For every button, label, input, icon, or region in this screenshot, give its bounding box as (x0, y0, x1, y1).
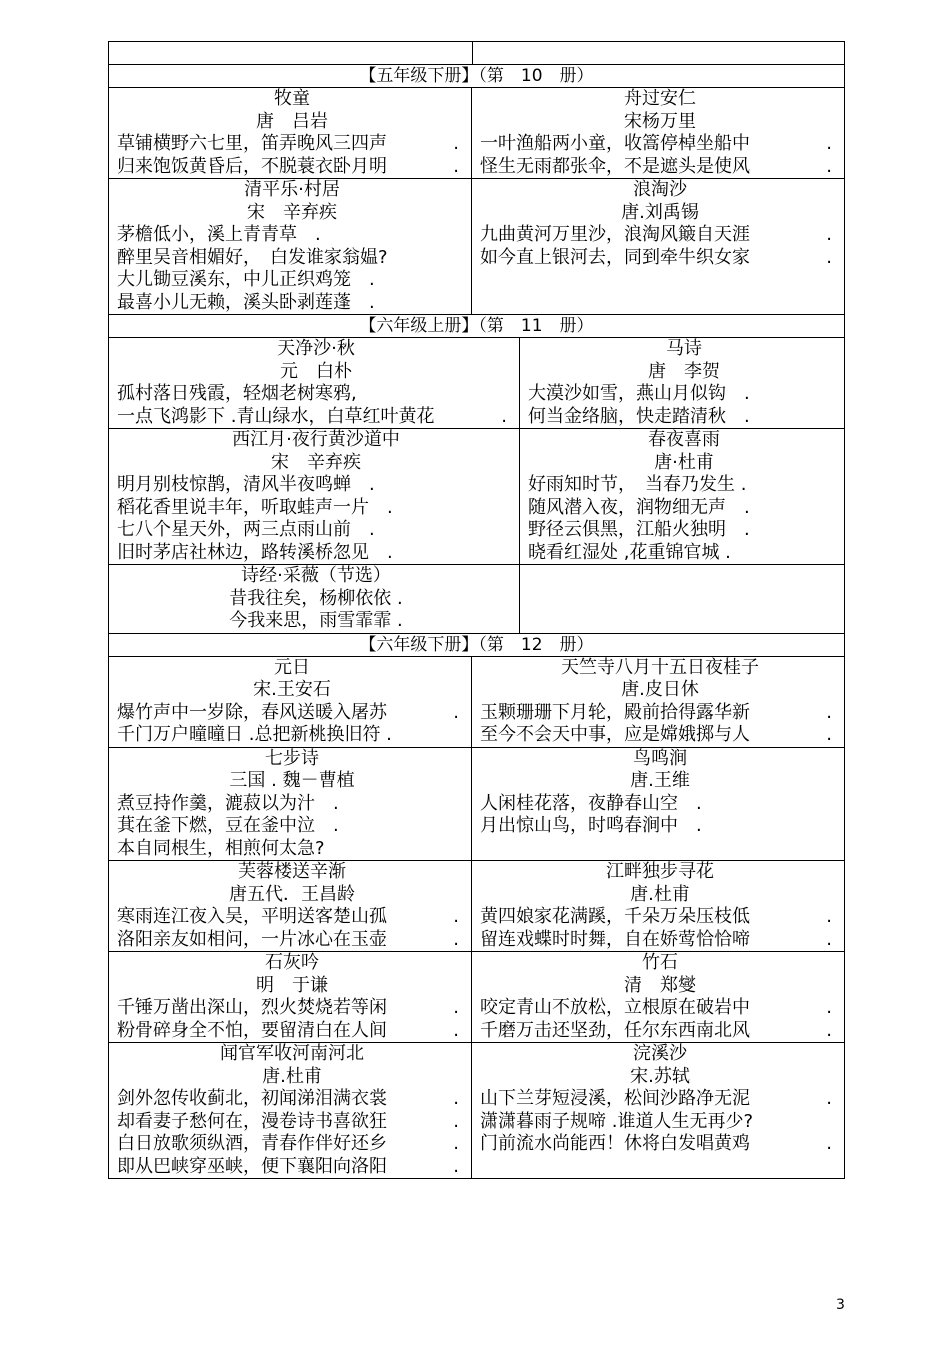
poem-line-text: 即从巴峡穿巫峡，便下襄阳向洛阳 (117, 1155, 387, 1177)
grade-section-header: 【六年级下册】（第 12 册） (109, 634, 844, 657)
poem-line (117, 588, 515, 611)
poem-line-text: 粉骨碎身全不怕，要留清白在人间 (117, 1019, 387, 1041)
poem-row (109, 1043, 844, 1178)
poem-author: 宋.苏轼 (630, 1065, 690, 1087)
poem-line-text: 山下兰芽短浸溪，松间沙路净无泥 (480, 1088, 750, 1109)
poem-line (480, 133, 840, 156)
poem-line (117, 497, 515, 520)
poem-line (528, 519, 840, 542)
poem-cell (520, 338, 844, 428)
poem-title: 马诗 (666, 338, 702, 359)
poem-title: 西江月·夜行黄沙道中 (232, 429, 400, 450)
poem-title: 天净沙·秋 (277, 338, 355, 359)
poem-line-period: . (826, 906, 832, 927)
poem-title: 石灰吟 (265, 952, 319, 973)
poem-line-text: 千门万户曈曈日 .总把新桃换旧符 . (117, 724, 392, 745)
poem-row (109, 179, 844, 315)
poem-line-period: . (453, 133, 459, 154)
poem-line-text: 如今直上银河去，同到牵牛织女家 (480, 246, 750, 268)
poem-line-period: . (826, 724, 832, 745)
poem-line-text: 野径云俱黑，江船火独明 . (528, 519, 750, 540)
poem-author: 宋杨万里 (624, 110, 696, 132)
page-number: 3 (836, 1297, 845, 1313)
poem-line-text: 好雨知时节， 当春乃发生 . (528, 474, 747, 495)
poem-title: 诗经·采薇（节选） (241, 565, 391, 586)
poem-author: 唐·杜甫 (654, 451, 714, 473)
poem-line-text: 九曲黄河万里沙，浪淘风簸自天涯 (480, 224, 750, 245)
poem-line (117, 610, 515, 633)
poem-line-text: 大儿锄豆溪东，中儿正织鸡笼 . (117, 269, 375, 290)
poem-row (109, 88, 844, 179)
poem-row (109, 748, 844, 862)
poem-line (528, 542, 840, 565)
poem-line (117, 224, 467, 247)
poem-row (109, 657, 844, 748)
poem-title: 清平乐·村居 (244, 179, 340, 200)
poem-line (480, 815, 840, 838)
poem-line-text: 剑外忽传收蓟北，初闻涕泪满衣裳 (117, 1088, 387, 1109)
poem-line (117, 793, 467, 816)
grade-section-header: 【六年级上册】（第 11 册） (109, 315, 844, 338)
poem-cell (520, 565, 844, 633)
poem-row (109, 861, 844, 952)
poem-line-text: 草铺横野六七里，笛弄晚风三四声 (117, 133, 387, 154)
poem-title: 舟过安仁 (624, 88, 696, 109)
poem-author: 唐.王维 (630, 770, 690, 791)
poem-line-text: 最喜小儿无赖，溪头卧剥莲蓬 . (117, 291, 375, 313)
poem-line (480, 156, 840, 179)
poem-line (480, 1020, 840, 1043)
poem-line-period: . (453, 155, 459, 177)
poem-line-text: 寒雨连江夜入吴，平明送客楚山孤 (117, 906, 387, 927)
poem-line-period: . (453, 1133, 459, 1154)
poem-author: 清 郑燮 (624, 974, 696, 996)
poem-line-period: . (501, 405, 507, 427)
poem-line-text: 本自同根生，相煎何太急? (117, 837, 325, 859)
poem-line-period: . (453, 701, 459, 723)
poem-author: 唐.杜甫 (262, 1065, 322, 1087)
poem-author: 三国 . 魏－曹植 (229, 770, 355, 791)
poem-line-text: 黄四娘家花满蹊，千朵万朵压枝低 (480, 906, 750, 927)
poem-line (117, 702, 467, 725)
poem-cell (109, 748, 472, 861)
poem-line (480, 1133, 840, 1156)
poem-line (480, 997, 840, 1020)
poem-line-period: . (453, 1110, 459, 1132)
poem-cell (472, 88, 844, 178)
poem-line-text: 玉颗珊珊下月轮，殿前拾得露华新 (480, 701, 750, 723)
poem-line-period: . (453, 1019, 459, 1041)
poem-line (117, 156, 467, 179)
poem-author: 唐 吕岩 (256, 110, 328, 132)
poem-title: 牧童 (274, 88, 310, 109)
poem-line (117, 724, 467, 747)
poem-line (117, 1020, 467, 1043)
poem-line-text: 旧时茅店社林边，路转溪桥忽见 . (117, 541, 393, 563)
poem-line-text: 明月别枝惊鹊，清风半夜鸣蝉 . (117, 474, 375, 495)
poem-line-text: 何当金络脑，快走踏清秋 . (528, 405, 750, 427)
poem-row (109, 429, 844, 565)
poem-author: 宋 辛弃疾 (247, 201, 337, 223)
poem-author: 元 白朴 (280, 360, 352, 382)
poem-cell (109, 1043, 472, 1178)
poem-line (528, 406, 840, 429)
poem-line-text: 晓看红湿处 ,花重锦官城 . (528, 541, 731, 563)
poem-line-period: . (453, 928, 459, 950)
poem-line (117, 247, 467, 270)
poem-title: 江畔独步寻花 (606, 861, 714, 882)
poem-author: 唐.皮日休 (621, 679, 699, 700)
poem-line-text: 醉里吴音相媚好， 白发谁家翁媪? (117, 246, 388, 268)
poem-line-text: 洛阳亲友如相问，一片冰心在玉壶 (117, 928, 387, 950)
poem-row (109, 565, 844, 634)
poem-line-text: 千锤万凿出深山，烈火焚烧若等闲 (117, 997, 387, 1018)
poem-line-text: 月出惊山鸟，时鸣春涧中 . (480, 815, 702, 836)
poem-line (480, 224, 840, 247)
poem-line (117, 1156, 467, 1179)
poem-line (117, 269, 467, 292)
poem-line (117, 997, 467, 1020)
poem-cell (109, 657, 472, 747)
poem-line-text: 千磨万击还坚劲，任尔东西南北风 (480, 1019, 750, 1041)
poem-cell (109, 429, 520, 564)
poem-cell (472, 179, 844, 314)
poem-line-period: . (453, 906, 459, 927)
poem-line-text: 昔我往矣，杨柳依依 . (229, 587, 403, 609)
poem-line (117, 519, 515, 542)
poem-line-text: 潇潇暮雨子规啼 .谁道人生无再少? (480, 1110, 753, 1132)
poem-author: 明 于谦 (256, 974, 328, 996)
poem-author: 唐.刘禹锡 (621, 201, 699, 223)
poem-line (117, 474, 515, 497)
poem-line-period: . (826, 1019, 832, 1041)
poem-line (117, 406, 515, 429)
poem-line (117, 292, 467, 315)
poem-line-text: 留连戏蝶时时舞，自在娇莺恰恰啼 (480, 928, 750, 950)
poem-line-text: 孤村落日残霞，轻烟老树寒鸦, (117, 383, 357, 404)
poem-line (117, 133, 467, 156)
poem-line (528, 383, 840, 406)
poem-line-text: 爆竹声中一岁除，春风送暖入屠苏 (117, 701, 387, 723)
poem-line-text: 人闲桂花落，夜静春山空 . (480, 792, 702, 814)
poem-title: 芙蓉楼送辛渐 (238, 861, 346, 882)
poem-line-text: 一叶渔船两小童，收篙停棹坐船中 (480, 133, 750, 154)
poem-line (480, 793, 840, 816)
poem-line-period: . (826, 997, 832, 1018)
poem-line-period: . (826, 701, 832, 723)
poem-line (480, 724, 840, 747)
poem-line (117, 1133, 467, 1156)
poem-cell (472, 861, 844, 951)
poem-line-period: . (826, 1088, 832, 1109)
poem-line (117, 542, 515, 565)
poem-line (480, 929, 840, 952)
poem-line (117, 815, 467, 838)
poem-line-period: . (826, 1133, 832, 1154)
poem-line-text: 至今不会天中事，应是嫦娥掷与人 (480, 724, 750, 745)
poem-table (108, 41, 845, 1179)
poem-line (528, 497, 840, 520)
poem-cell (472, 657, 844, 747)
poem-cell (109, 338, 520, 428)
poem-title: 春夜喜雨 (648, 429, 720, 450)
poem-line-period: . (826, 133, 832, 154)
poem-cell (472, 748, 844, 861)
poem-line-text: 稻花香里说丰年，听取蛙声一片 . (117, 496, 393, 518)
poem-line-period: . (826, 246, 832, 268)
poem-author: 宋.王安石 (253, 679, 331, 700)
poem-line-period: . (453, 1088, 459, 1109)
poem-line-text: 门前流水尚能西！休将白发唱黄鸡 (480, 1133, 750, 1154)
poem-row (109, 952, 844, 1043)
poem-line-text: 随风潜入夜，润物细无声 . (528, 496, 750, 518)
poem-line-text: 却看妻子愁何在，漫卷诗书喜欲狂 (117, 1110, 387, 1132)
poem-cell (109, 565, 520, 633)
poem-author: 唐 李贺 (648, 360, 720, 382)
blank-header-row (109, 42, 844, 65)
poem-author: 唐五代．王昌龄 (229, 883, 355, 905)
poem-line-period: . (826, 155, 832, 177)
poem-title: 鸟鸣涧 (633, 747, 687, 769)
poem-cell (472, 952, 844, 1042)
poem-line (117, 929, 467, 952)
poem-line (117, 1111, 467, 1134)
poem-line (117, 906, 467, 929)
poem-line-text: 怪生无雨都张伞，不是遮头是使风 (480, 155, 750, 177)
poem-title: 浣溪沙 (633, 1043, 687, 1064)
poem-line-period: . (453, 997, 459, 1018)
poem-title: 浪淘沙 (633, 179, 687, 200)
poem-cell (109, 861, 472, 951)
poem-line (480, 906, 840, 929)
poem-row (109, 338, 844, 429)
poem-line-text: 咬定青山不放松，立根原在破岩中 (480, 997, 750, 1018)
poem-line (117, 1088, 467, 1111)
poem-cell (109, 952, 472, 1042)
poem-line-period: . (826, 224, 832, 245)
poem-line-text: 今我来思，雨雪霏霏 . (229, 610, 403, 631)
poem-author: 唐.杜甫 (630, 883, 690, 905)
poem-cell (472, 1043, 844, 1178)
grade-section-header: 【五年级下册】（第 10 册） (109, 65, 844, 88)
poem-line-period: . (826, 928, 832, 950)
poem-line-text: 萁在釜下燃，豆在釜中泣 . (117, 815, 339, 836)
poem-line (117, 383, 515, 406)
poem-title: 闻官军收河南河北 (220, 1043, 364, 1064)
poem-line (480, 1111, 840, 1134)
poem-title: 竹石 (642, 952, 678, 973)
poem-cell (520, 429, 844, 564)
poem-title: 七步诗 (265, 747, 319, 769)
poem-line-text: 归来饱饭黄昏后，不脱蓑衣卧月明 (117, 155, 387, 177)
poem-line-period: . (453, 1155, 459, 1177)
poem-line (480, 247, 840, 270)
poem-title: 元日 (274, 656, 310, 678)
poem-cell (109, 88, 472, 178)
poem-line (117, 838, 467, 861)
poem-line-text: 一点飞鸿影下 .青山绿水，白草红叶黄花 (117, 405, 435, 427)
poem-line-text: 白日放歌须纵酒，青春作伴好还乡 (117, 1133, 387, 1154)
poem-line (480, 702, 840, 725)
poem-line (480, 1088, 840, 1111)
poem-line (528, 474, 840, 497)
poem-line-text: 七八个星天外，两三点雨山前 . (117, 519, 375, 540)
poem-author: 宋 辛弃疾 (271, 451, 361, 473)
poem-line-text: 煮豆持作羹，漉菽以为汁 . (117, 792, 339, 814)
poem-line-text: 大漠沙如雪，燕山月似钩 . (528, 383, 750, 404)
poem-title: 天竺寺八月十五日夜桂子 (561, 656, 759, 678)
poem-cell (109, 179, 472, 314)
poem-line-text: 茅檐低小，溪上青青草 . (117, 224, 321, 245)
